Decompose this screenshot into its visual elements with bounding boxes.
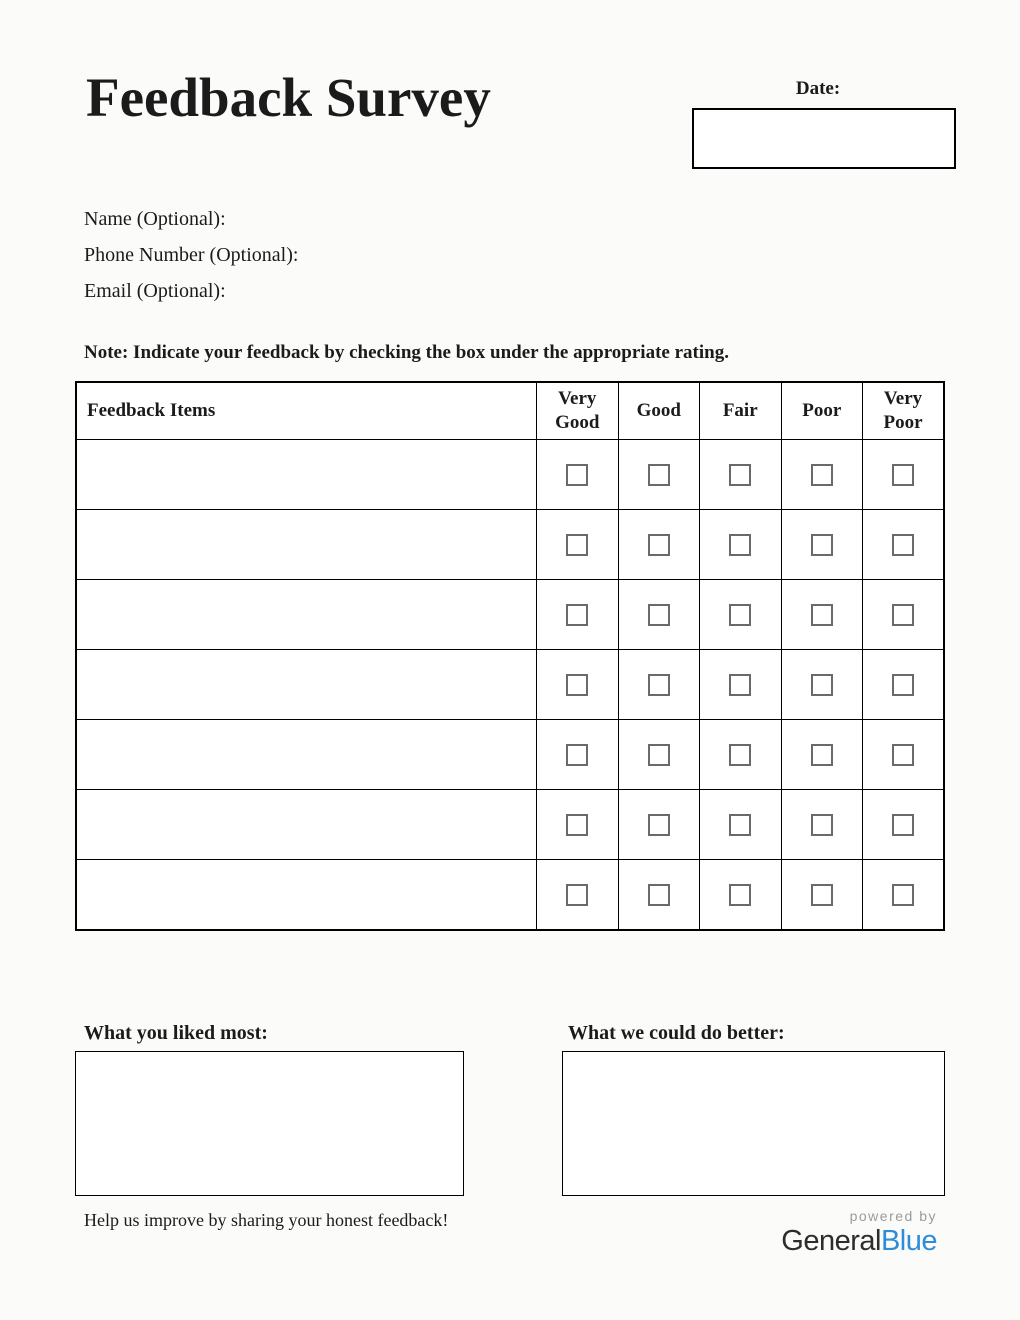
column-header-feedback-items: Feedback Items [76,382,537,440]
column-header-very-poor: Very Poor [863,382,945,440]
date-label: Date: [795,78,841,99]
checkbox[interactable] [811,884,833,906]
checkbox[interactable] [892,464,914,486]
generalblue-logo [781,1208,937,1258]
rating-cell [781,650,863,720]
checkbox[interactable] [566,604,588,626]
checkbox[interactable] [729,674,751,696]
checkbox[interactable] [892,884,914,906]
rating-cell [863,650,945,720]
contact-section [84,201,298,309]
table-row [76,720,944,790]
checkbox[interactable] [648,814,670,836]
rating-cell [863,510,945,580]
rating-cell [781,580,863,650]
rating-cell [700,720,782,790]
column-header-fair: Fair [700,382,782,440]
brand-wordmark [781,1226,937,1258]
brand-general-text: General [781,1225,881,1257]
checkbox[interactable] [648,884,670,906]
rating-cell [700,650,782,720]
rating-cell [537,650,619,720]
powered-by-text: powered by [849,1208,937,1224]
rating-cell [618,790,700,860]
feedback-item-cell[interactable] [76,510,537,580]
checkbox[interactable] [566,744,588,766]
feedback-item-cell[interactable] [76,650,537,720]
feedback-table-body [76,440,944,931]
checkbox[interactable] [811,604,833,626]
feedback-item-cell[interactable] [76,790,537,860]
checkbox[interactable] [566,534,588,556]
do-better-input-box[interactable] [562,1051,945,1196]
brand-blue-text: Blue [880,1225,937,1257]
checkbox[interactable] [729,744,751,766]
column-header-very-good: Very Good [537,382,619,440]
rating-cell [781,440,863,510]
checkbox[interactable] [566,814,588,836]
rating-cell [700,440,782,510]
rating-cell [537,860,619,931]
checkbox[interactable] [648,604,670,626]
email-field-label: Email (Optional): [84,280,226,302]
rating-cell [537,510,619,580]
feedback-item-cell[interactable] [76,440,537,510]
checkbox[interactable] [811,744,833,766]
closing-text: Help us improve by sharing your honest feedback! [84,1210,449,1230]
rating-cell [618,650,700,720]
checkbox[interactable] [729,884,751,906]
rating-cell [618,580,700,650]
feedback-table [75,381,945,931]
rating-cell [863,720,945,790]
checkbox[interactable] [648,464,670,486]
table-row [76,510,944,580]
checkbox[interactable] [566,674,588,696]
checkbox[interactable] [648,674,670,696]
liked-most-input-box[interactable] [75,1051,464,1196]
phone-field-label: Phone Number (Optional): [84,244,299,266]
name-field-label: Name (Optional): [84,208,226,230]
column-header-poor: Poor [781,382,863,440]
rating-cell [618,510,700,580]
rating-cell [700,860,782,931]
feedback-item-cell[interactable] [76,720,537,790]
rating-cell [537,790,619,860]
checkbox[interactable] [892,744,914,766]
page-title: Feedback Survey [86,67,491,128]
feedback-item-cell[interactable] [76,860,537,931]
checkbox[interactable] [566,464,588,486]
checkbox[interactable] [811,464,833,486]
rating-cell [700,790,782,860]
rating-cell [618,860,700,931]
rating-cell [863,860,945,931]
checkbox[interactable] [892,674,914,696]
checkbox[interactable] [729,464,751,486]
rating-cell [863,580,945,650]
table-row [76,650,944,720]
rating-cell [618,440,700,510]
checkbox[interactable] [729,604,751,626]
checkbox[interactable] [729,534,751,556]
rating-cell [700,510,782,580]
checkbox[interactable] [811,534,833,556]
checkbox[interactable] [648,744,670,766]
table-row [76,440,944,510]
checkbox[interactable] [892,534,914,556]
rating-cell [781,720,863,790]
rating-cell [863,440,945,510]
rating-cell [863,790,945,860]
rating-cell [700,580,782,650]
liked-most-label: What you liked most: [84,1022,268,1044]
instruction-note: Note: Indicate your feedback by checking the box under the appropriate rating. [84,342,729,363]
date-section [692,78,944,169]
table-row [76,580,944,650]
checkbox[interactable] [892,814,914,836]
checkbox[interactable] [892,604,914,626]
date-input-box[interactable] [692,108,956,169]
rating-cell [537,720,619,790]
table-row [76,860,944,931]
do-better-label: What we could do better: [568,1022,785,1044]
column-header-good: Good [618,382,700,440]
feedback-item-cell[interactable] [76,580,537,650]
rating-cell [781,860,863,931]
rating-cell [781,790,863,860]
rating-cell [618,720,700,790]
table-row [76,790,944,860]
table-header-row [76,382,944,440]
rating-cell [537,440,619,510]
rating-cell [537,580,619,650]
checkbox[interactable] [729,814,751,836]
checkbox[interactable] [566,884,588,906]
checkbox[interactable] [811,674,833,696]
checkbox[interactable] [811,814,833,836]
checkbox[interactable] [648,534,670,556]
rating-cell [781,510,863,580]
